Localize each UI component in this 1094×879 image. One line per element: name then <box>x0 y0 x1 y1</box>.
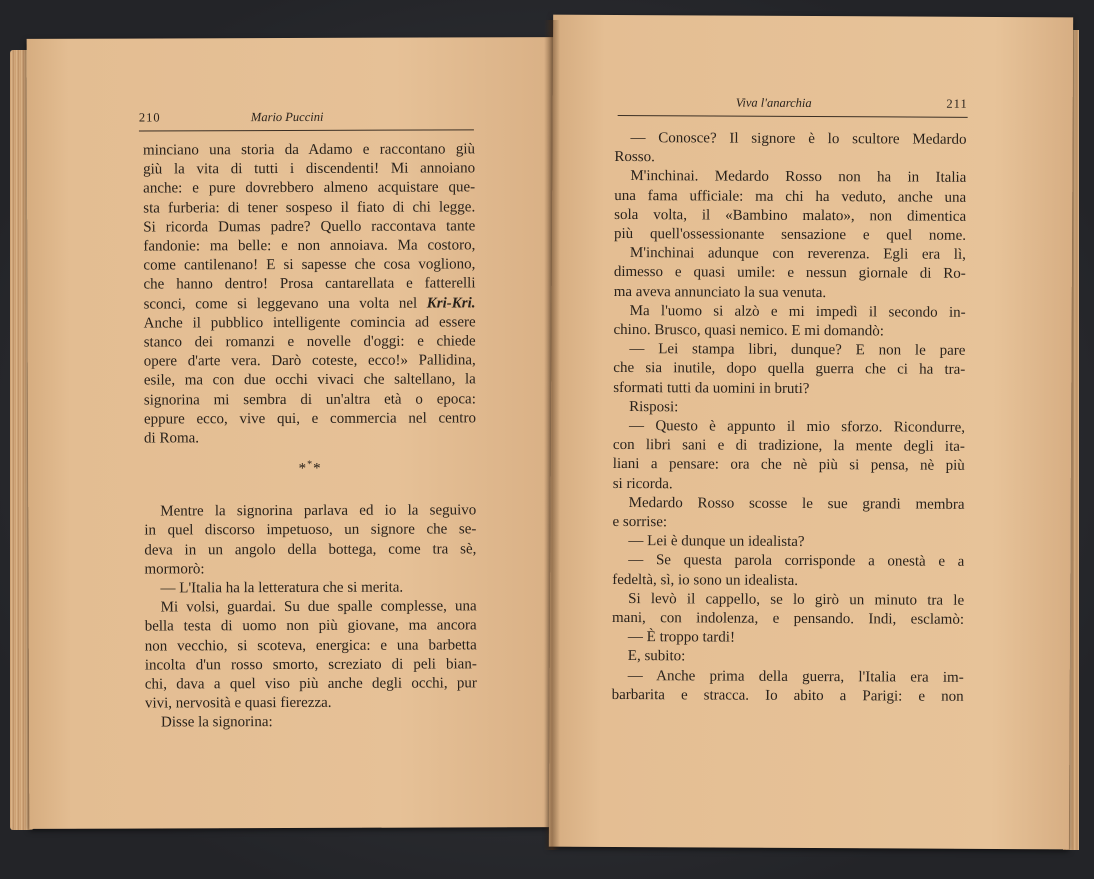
kri-kri-title: Kri-Kri. <box>426 294 476 312</box>
text-line: stanco dei romanzi e novelle d'oggi: e chiede <box>143 333 476 351</box>
text-line: come cantilenano! E si sapesse che cosa vogliono, <box>143 256 476 274</box>
text-line: M'inchinai adunque con reverenza. Egli era lì, <box>629 245 966 264</box>
text-line: fandonie: ma belle: e non annoiava. Ma costoro, <box>143 237 476 255</box>
text-line: sola volta, il «Bambino malato», non dimentica <box>614 206 967 225</box>
text-line: incolta d'un rosso smorto, screziato di peli bian- <box>144 656 477 674</box>
text-line: sta furberia: di tener sospeso il fiato di chi legge. <box>143 198 476 217</box>
text-line: Mentre la signorina parlava ed io la seguivo <box>160 502 477 520</box>
text-line: bella testa di uomo non più giovane, ma ancora <box>144 617 477 635</box>
text-line: di Roma. <box>143 430 200 447</box>
right-running-title: Viva l'anarchia <box>735 95 812 110</box>
right-page-text <box>612 129 967 707</box>
text-line: sformati tutti da uomini in bruti? <box>613 379 810 397</box>
text-line: minciano una storia da Adamo e raccontano giù <box>142 141 476 159</box>
text-line: anche: e pure dovrebbero almeno acquistare que- <box>143 179 476 197</box>
text-line: ma aveva annunciato la sua venuta. <box>613 283 827 301</box>
text-line: opere d'arte vera. Darò coteste, ecco!» Pallidina, <box>143 352 476 370</box>
text-line: — Anche prima della guerra, l'Italia era im- <box>627 667 964 686</box>
text-line: — Conosce? Il signore è lo scultore Medardo <box>630 130 967 148</box>
text-line: Disse la signorina: <box>160 714 273 731</box>
text-line: E, subito: <box>627 648 686 665</box>
open-book <box>8 10 1083 865</box>
text-line: mormorò: <box>144 561 205 578</box>
text-line: Anche il pubblico intelligente comincia ad essere <box>143 314 476 332</box>
text-line: deva in un angolo della bottega, come tra sè, <box>144 541 477 559</box>
text-line: esile, ma con due occhi vivaci che saltellano, la <box>143 371 476 389</box>
left-page-header <box>139 107 474 131</box>
text-line: giù la vita di tutti i discendenti! Mi annoiano <box>143 160 476 178</box>
text-line: — Lei stampa libri, dunque? E non le pare <box>629 341 966 360</box>
text-line: chino. Brusco, quasi nemico. E mi domandò: <box>613 321 884 340</box>
section-separator: *** <box>298 459 322 478</box>
book-gutter <box>544 20 560 850</box>
left-running-title: Mario Puccini <box>250 109 324 125</box>
left-page-text <box>143 140 477 733</box>
text-line: liani a pensare: ora che nè più si pensa, nè più <box>612 456 965 475</box>
text-line: una fama ufficiale: ma chi ha veduto, anche una <box>614 187 967 206</box>
text-line: eppure ecco, vive qui, e commercia nel centro <box>143 410 476 428</box>
right-page-header <box>618 93 968 118</box>
text-line: Rosso. <box>614 149 655 166</box>
text-line: — Questo è appunto il mio sforzo. Ricondurre, <box>628 418 966 436</box>
text-line: vivi, nervosità e quasi fierezza. <box>144 695 332 712</box>
text-line: non vecchio, si scoteva, energica: e una barbetta <box>144 637 477 655</box>
text-line-with-title <box>144 294 476 314</box>
text-line: che sia inutile, dopo quella guerra che ci ha tra- <box>613 360 966 379</box>
text-line: M'inchinai. Medardo Rosso non ha in Italia <box>630 168 967 187</box>
text-line: Ma l'uomo si alzò e mi impedì il secondo in- <box>629 302 966 321</box>
text-line: Si levò il cappello, se lo girò un minuto tra le <box>628 590 965 609</box>
left-page-number: 210 <box>138 110 161 125</box>
text-line: Risposi: <box>629 398 679 416</box>
text-line: chi, dava a quel viso più anche degli occhi, pur <box>144 675 477 693</box>
text-line: dimesso e quasi umile: e nessun giornale di Ro- <box>613 264 966 283</box>
text-line: fedeltà, sì, io sono un idealista. <box>612 571 799 589</box>
text-line: — Se questa parola corrisponde a onestà e a <box>628 552 965 571</box>
text-line: si ricorda. <box>612 475 673 492</box>
text-line: che hanno dentro! Prosa cantarellata e fatterelli <box>143 275 476 293</box>
text-line: più quell'ossessionante sensazione e quel nome. <box>613 225 967 244</box>
text-line: Medardo Rosso scosse le sue grandi membra <box>628 494 965 513</box>
right-page-number: 211 <box>946 96 968 111</box>
text-line: e sorrise: <box>612 514 668 531</box>
text-line: Si ricorda Dumas padre? Quello raccontava tante <box>143 218 476 236</box>
text-line: con libri sani e di tradizione, la mente degli ita- <box>612 437 965 456</box>
text-line: signorina mi sembra di un'altra età o epoca: <box>143 390 476 409</box>
text-line: mani, con indolenza, e pensando. Indi, esclamò: <box>611 610 965 628</box>
text-fragment: sconci, come si leggevano una volta nel <box>143 295 418 313</box>
left-page <box>27 37 557 829</box>
text-line: Mi volsi, guardai. Su due spalle complesse, una <box>160 598 477 616</box>
text-line: — L'Italia ha la letteratura che si merita. <box>160 579 404 597</box>
text-line: in quel discorso impetuoso, un signore che se- <box>144 521 477 539</box>
right-page <box>549 15 1073 850</box>
spacer <box>144 486 476 503</box>
text-line: — Lei è dunque un idealista? <box>628 533 805 551</box>
text-line: barbarita e stracca. Io abito a Parigi: e non <box>611 686 964 705</box>
text-line: — È troppo tardi! <box>627 629 736 646</box>
